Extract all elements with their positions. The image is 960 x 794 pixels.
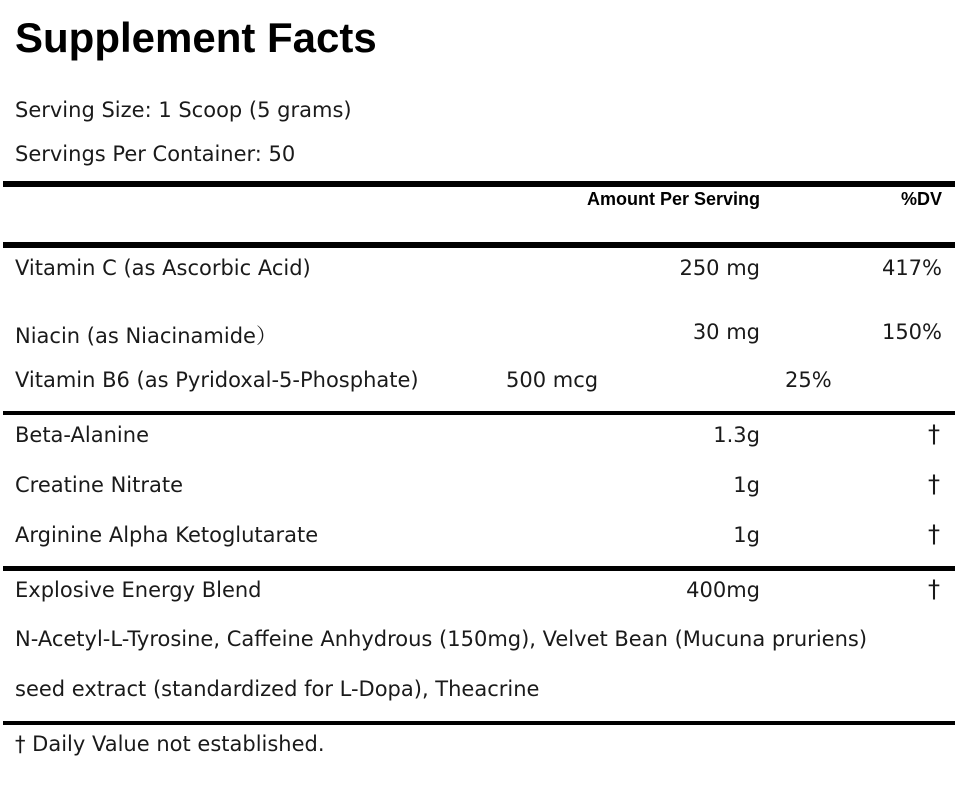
nutrient-dv: 25% [785, 368, 832, 392]
nutrient-name: Vitamin C (as Ascorbic Acid) [15, 256, 311, 280]
dagger-mark: † [928, 470, 940, 498]
divider-thick-header [3, 242, 955, 248]
nutrient-row-energy-blend [0, 575, 960, 608]
divider-ingredients [3, 566, 955, 571]
blend-description-line-2: seed extract (standardized for L-Dopa), Theacrine [15, 677, 540, 701]
dv-header: %DV [900, 189, 942, 209]
nutrient-row-arginine-akg [0, 520, 960, 553]
nutrient-amount: 250 mg [679, 256, 760, 280]
nutrient-name: Arginine Alpha Ketoglutarate [15, 523, 319, 547]
footnote: † Daily Value not established. [15, 732, 325, 756]
nutrient-amount: 500 mcg [506, 368, 599, 392]
serving-size: Serving Size: 1 Scoop (5 grams) [15, 98, 352, 122]
dagger-mark: † [928, 575, 940, 603]
blend-description-line-1: N-Acetyl-L-Tyrosine, Caffeine Anhydrous (150mg), Velvet Bean (Mucuna pruriens) [15, 627, 868, 651]
nutrient-amount: 400mg [686, 578, 760, 602]
nutrient-row-creatine-nitrate [0, 470, 960, 503]
amount-per-serving-header: Amount Per Serving [586, 189, 760, 209]
nutrient-name: Explosive Energy Blend [15, 578, 262, 602]
nutrient-name: Beta-Alanine [15, 423, 149, 447]
nutrient-row-beta-alanine [0, 420, 960, 453]
nutrient-name: Vitamin B6 (as Pyridoxal-5-Phosphate) [15, 368, 419, 392]
page-title: Supplement Facts [15, 14, 377, 61]
nutrient-dv: 417% [881, 256, 942, 280]
nutrient-amount: 1g [733, 523, 760, 547]
servings-per-container: Servings Per Container: 50 [15, 142, 296, 166]
nutrient-name: Niacin (as Niacinamide） [15, 324, 277, 348]
nutrient-dv: 150% [881, 320, 942, 344]
dagger-mark: † [928, 420, 940, 448]
nutrient-amount: 1g [733, 473, 760, 497]
nutrient-row-vitamin-c [0, 256, 960, 286]
nutrient-amount: 1.3g [713, 423, 760, 447]
nutrient-name: Creatine Nitrate [15, 473, 184, 497]
divider-thick-top [3, 181, 955, 187]
divider-bottom [3, 721, 955, 725]
dagger-mark: † [928, 520, 940, 548]
nutrient-row-vitamin-b6 [0, 368, 960, 398]
divider-vitamins [3, 411, 955, 415]
nutrient-amount: 30 mg [692, 320, 760, 344]
nutrient-row-niacin [0, 320, 960, 350]
